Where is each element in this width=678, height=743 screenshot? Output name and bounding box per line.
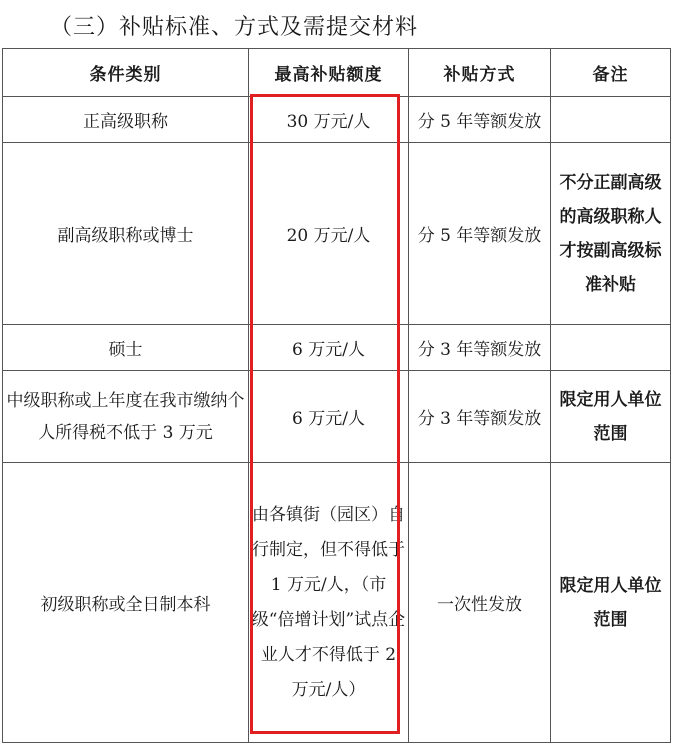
cell-method: 分 3 年等额发放 <box>409 325 551 371</box>
cell-note: 限定用人单位范围 <box>551 463 671 743</box>
cell-note: 不分正副高级的高级职称人才按副高级标准补贴 <box>551 143 671 325</box>
cell-amount: 由各镇街（园区）自行制定，但不得低于 1 万元/人，（市级“倍增计划”试点企业人才不得低于 2 万元/人） <box>249 463 409 743</box>
cell-note: 限定用人单位范围 <box>551 371 671 463</box>
cell-method: 分 5 年等额发放 <box>409 143 551 325</box>
header-note: 备注 <box>551 49 671 97</box>
table-row <box>3 97 671 143</box>
cell-amount: 30 万元/人 <box>249 97 409 143</box>
cell-amount: 6 万元/人 <box>249 371 409 463</box>
cell-amount: 20 万元/人 <box>249 143 409 325</box>
table-row <box>3 325 671 371</box>
header-method: 补贴方式 <box>409 49 551 97</box>
table-row <box>3 143 671 325</box>
cell-category: 正高级职称 <box>3 97 249 143</box>
table-row <box>3 371 671 463</box>
cell-category: 中级职称或上年度在我市缴纳个人所得税不低于 3 万元 <box>3 371 249 463</box>
header-category: 条件类别 <box>3 49 249 97</box>
cell-category: 初级职称或全日制本科 <box>3 463 249 743</box>
section-heading: （三）补贴标准、方式及需提交材料 <box>50 15 419 40</box>
table-row <box>3 463 671 743</box>
cell-category: 副高级职称或博士 <box>3 143 249 325</box>
header-amount: 最高补贴额度 <box>249 49 409 97</box>
subsidy-table <box>2 48 671 743</box>
cell-category: 硕士 <box>3 325 249 371</box>
cell-method: 分 3 年等额发放 <box>409 371 551 463</box>
cell-amount: 6 万元/人 <box>249 325 409 371</box>
cell-method: 一次性发放 <box>409 463 551 743</box>
cell-note <box>551 325 671 371</box>
cell-method: 分 5 年等额发放 <box>409 97 551 143</box>
table-header-row <box>3 49 671 97</box>
cell-note <box>551 97 671 143</box>
